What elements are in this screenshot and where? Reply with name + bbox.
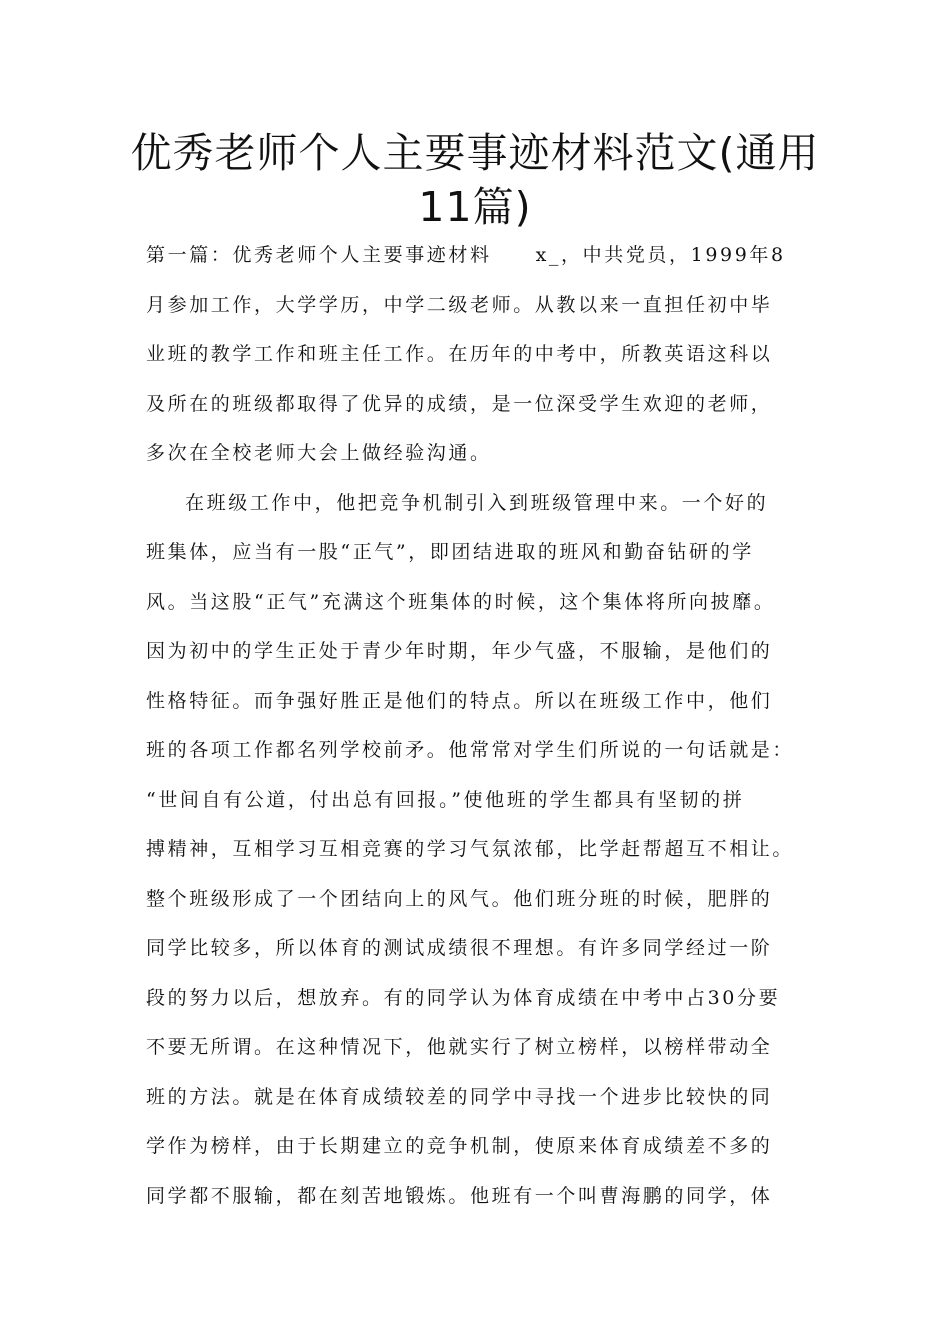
first-line-text: x_，中共党员，1999年8 — [535, 244, 786, 266]
document-title-line-1: 优秀老师个人主要事迹材料范文(通用 — [130, 129, 820, 177]
paragraph-line: 班集体，应当有一股“正气”，即团结进取的班风和勤奋钻研的学 — [146, 541, 754, 563]
first-paragraph-line-1 — [146, 242, 826, 268]
paragraph-line: 学作为榜样，由于长期建立的竞争机制，使原来体育成绩差不多的 — [146, 1135, 773, 1157]
paragraph-line: 风。当这股“正气”充满这个班集体的时候，这个集体将所向披靡。 — [146, 591, 776, 613]
paragraph-line: 性格特征。而争强好胜正是他们的特点。所以在班级工作中，他们 — [146, 690, 773, 712]
paragraph-line: 及所在的班级都取得了优异的成绩，是一位深受学生欢迎的老师， — [146, 393, 773, 415]
paragraph-line: 整个班级形成了一个团结向上的风气。他们班分班的时候，肥胖的 — [146, 888, 773, 910]
paragraph-line: 段的努力以后，想放弃。有的同学认为体育成绩在中考中占30分要 — [146, 987, 781, 1009]
document-title-line-2: 11篇) — [418, 183, 532, 231]
paragraph-line: “世间自有公道，付出总有回报。”使他班的学生都具有坚韧的拼 — [146, 789, 745, 811]
paragraph-line: 业班的教学工作和班主任工作。在历年的中考中，所教英语这科以 — [146, 343, 773, 365]
paragraph-line: 在班级工作中，他把竞争机制引入到班级管理中来。一个好的 — [185, 492, 769, 514]
paragraph-line: 班的方法。就是在体育成绩较差的同学中寻找一个进步比较快的同 — [146, 1086, 773, 1108]
paragraph-line: 因为初中的学生正处于青少年时期，年少气盛，不服输，是他们的 — [146, 640, 773, 662]
paragraph-line: 多次在全校老师大会上做经验沟通。 — [146, 442, 492, 464]
paragraph-line: 同学都不服输，都在刻苦地锻炼。他班有一个叫曹海鹏的同学，体 — [146, 1185, 773, 1207]
paragraph-line: 不要无所谓。在这种情况下，他就实行了树立榜样，以榜样带动全 — [146, 1036, 773, 1058]
paragraph-line: 班的各项工作都名列学校前矛。他常常对学生们所说的一句话就是： — [146, 739, 795, 761]
paragraph-line: 同学比较多，所以体育的测试成绩很不理想。有许多同学经过一阶 — [146, 937, 773, 959]
paragraph-line: 搏精神，互相学习互相竞赛的学习气氛浓郁，比学赶帮超互不相让。 — [146, 838, 795, 860]
paragraph-line: 月参加工作，大学学历，中学二级老师。从教以来一直担任初中毕 — [146, 294, 773, 316]
section-heading: 第一篇：优秀老师个人主要事迹材料 — [146, 244, 492, 266]
